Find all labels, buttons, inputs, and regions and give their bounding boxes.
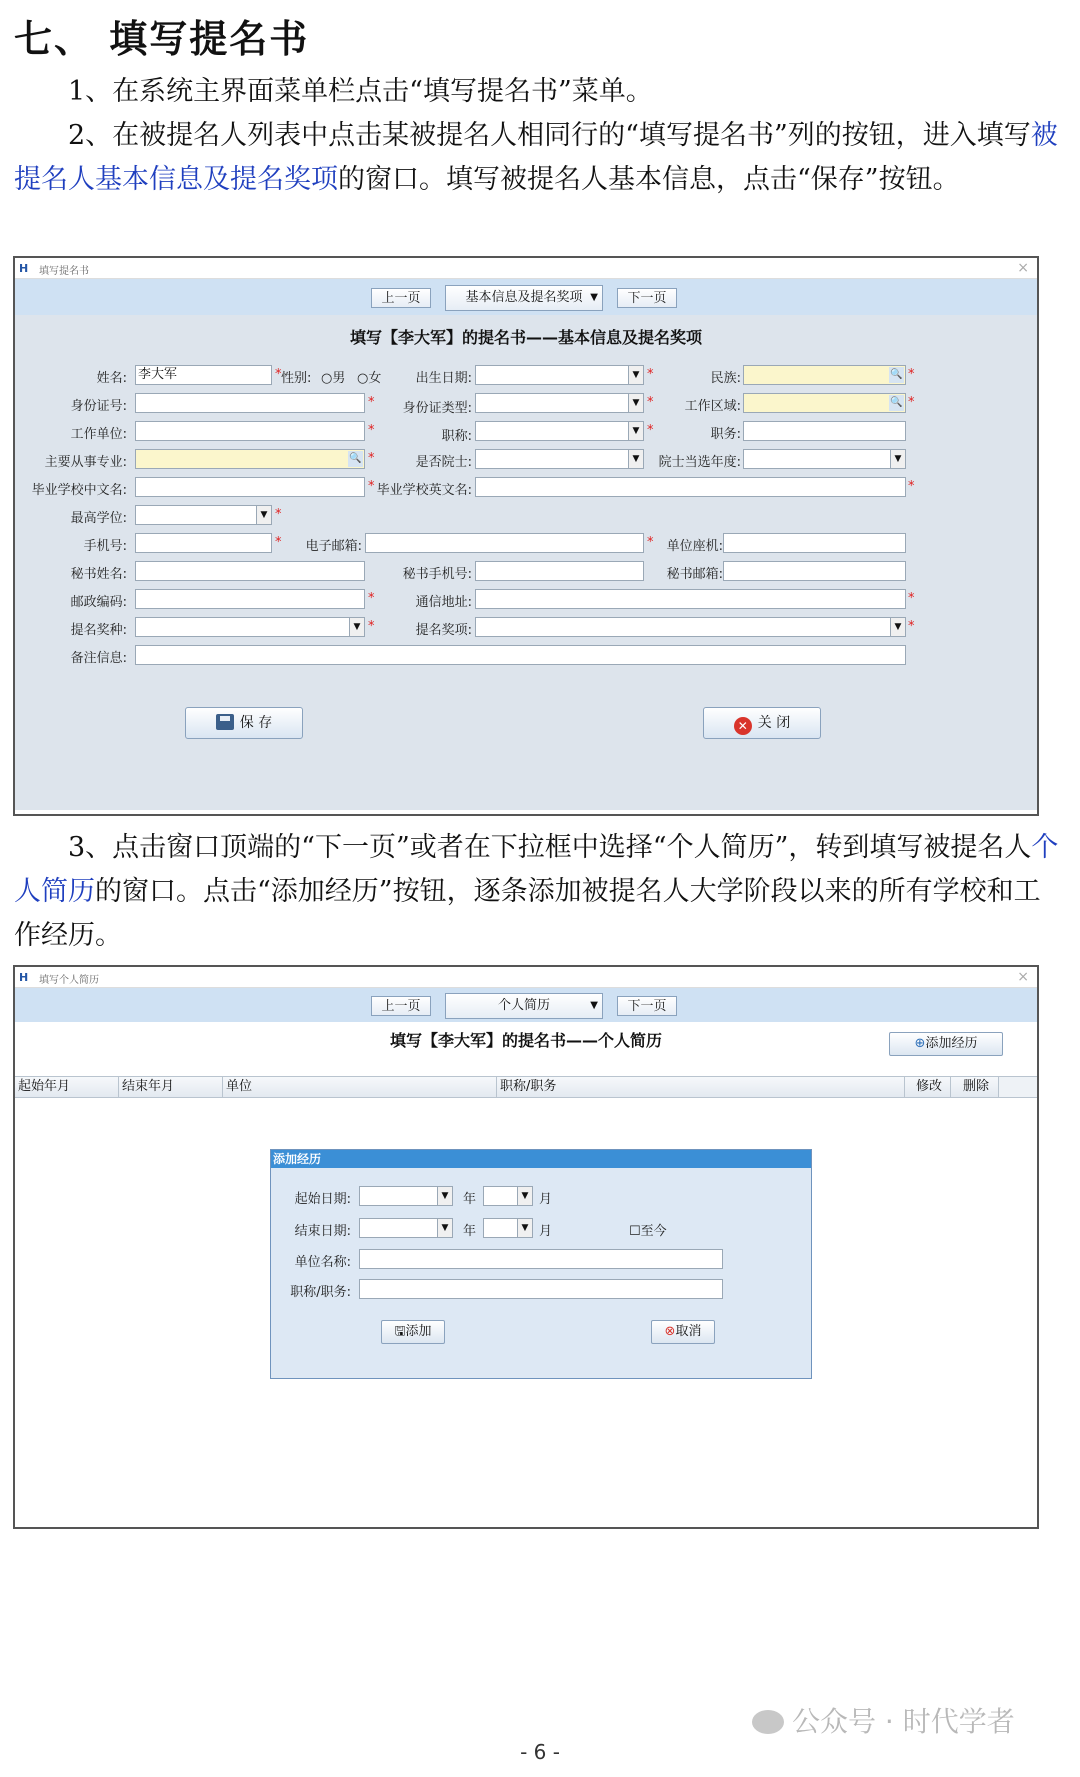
unit-name-input[interactable] — [359, 1249, 723, 1269]
title-select[interactable] — [475, 421, 644, 441]
chevron-down-icon: ▼ — [890, 618, 905, 636]
resume-window — [13, 965, 1039, 1529]
award-label: 提名奖项: — [415, 623, 472, 638]
column-header[interactable]: 起始年月 — [15, 1077, 119, 1097]
start-date-label: 起始日期: — [294, 1192, 351, 1207]
chevron-down-icon: ▼ — [890, 450, 905, 468]
gender-male-radio[interactable]: ○男 — [321, 371, 346, 386]
sec-name-label: 秘书姓名: — [70, 567, 127, 582]
add-icon: ⊕ — [914, 1036, 926, 1051]
region-input[interactable] — [743, 393, 906, 413]
required-mark: * — [647, 367, 654, 382]
address-label: 通信地址: — [415, 595, 472, 610]
app-logo-icon: H — [19, 971, 29, 984]
required-mark: * — [908, 395, 915, 410]
next-page-button[interactable]: 下一页 — [617, 288, 677, 308]
female-label: 女 — [368, 371, 382, 386]
form-title: 填写【李大军】的提名书——个人简历 — [389, 1031, 662, 1050]
major-label: 主要从事专业: — [44, 455, 127, 470]
column-header[interactable]: 修改 — [905, 1077, 951, 1097]
para2-highlight: 被提名人基本信息及提名奖项 — [14, 120, 1058, 195]
required-mark: * — [368, 451, 375, 466]
required-mark: * — [368, 591, 375, 606]
page-nav — [15, 279, 1037, 315]
para2-text-a: 2、在被提名人列表中点击某被提名人相同行的“填写提名书”列的按钮，进入填写 — [68, 120, 1031, 151]
paragraph-1: 1、在系统主界面菜单栏点击“填写提名书”菜单。 — [68, 76, 653, 107]
close-button[interactable] — [703, 707, 821, 739]
ethnic-label: 民族: — [710, 371, 741, 386]
required-mark: * — [275, 367, 282, 382]
chevron-down-icon: ▼ — [628, 366, 643, 384]
ethnic-input[interactable] — [743, 365, 906, 385]
save-icon — [216, 714, 234, 730]
close-icon: ✕ — [734, 717, 752, 735]
region-label: 工作区域: — [684, 399, 741, 414]
chevron-down-icon: ▼ — [256, 506, 271, 524]
nomination-window — [13, 256, 1039, 816]
email-input[interactable] — [365, 533, 644, 553]
gender-female-radio[interactable]: ○女 — [357, 371, 382, 386]
phone-input[interactable] — [723, 533, 906, 553]
para3-highlight: 个人简历 — [14, 832, 1059, 907]
note-label: 备注信息: — [70, 651, 127, 666]
degree-label: 最高学位: — [70, 511, 127, 526]
till-now-label: 至今 — [640, 1224, 667, 1239]
required-mark: * — [368, 479, 375, 494]
window-titlebar — [15, 258, 1037, 279]
degree-select[interactable] — [135, 505, 272, 525]
idtype-label: 身份证类型: — [402, 401, 472, 416]
chevron-down-icon: ▼ — [628, 394, 643, 412]
sec-email-label: 秘书邮箱: — [666, 567, 723, 582]
watermark-text: 公众号 · 时代学者 — [792, 1705, 1015, 1738]
title-label: 职称: — [441, 429, 472, 444]
zip-label: 邮政编码: — [70, 595, 127, 610]
end-date-label: 结束日期: — [294, 1224, 351, 1239]
title-area — [15, 1022, 1037, 1076]
chevron-down-icon: ▼ — [628, 422, 643, 440]
sec-email-input[interactable] — [723, 561, 906, 581]
mobile-label: 手机号: — [83, 539, 127, 554]
form-body — [15, 315, 1037, 810]
end-month-select[interactable] — [483, 1218, 533, 1238]
zip-input[interactable] — [135, 589, 365, 609]
para2-text-c: 的窗口。填写被提名人基本信息，点击“保存”按钮。 — [338, 164, 960, 195]
form-title: 填写【李大军】的提名书——基本信息及提名奖项 — [349, 328, 702, 347]
page-select-value: 个人简历 — [497, 998, 550, 1013]
duty-label: 职称/职务: — [290, 1285, 351, 1300]
page-select[interactable] — [445, 285, 603, 311]
add-experience-label: 添加经历 — [925, 1036, 978, 1051]
close-label: 关 闭 — [757, 715, 791, 731]
address-input[interactable] — [475, 589, 906, 609]
till-now-checkbox[interactable]: ☐至今 — [629, 1224, 667, 1239]
year-label: 年 — [463, 1224, 477, 1239]
name-input[interactable]: 李大军 — [135, 365, 272, 385]
major-input[interactable] — [135, 449, 365, 469]
dialog-title: 添加经历 — [271, 1150, 811, 1168]
add-button[interactable] — [381, 1320, 445, 1344]
award-type-select[interactable] — [135, 617, 365, 637]
idtype-select[interactable] — [475, 393, 644, 413]
award-select[interactable] — [475, 617, 906, 637]
column-header[interactable]: 删除 — [951, 1077, 999, 1097]
chevron-down-icon: ▼ — [517, 1187, 532, 1205]
unit-input[interactable] — [135, 421, 365, 441]
chevron-down-icon: ▼ — [349, 618, 364, 636]
section-heading: 七、 填写提名书 — [14, 17, 310, 61]
start-year-select[interactable] — [359, 1186, 453, 1206]
search-icon[interactable]: 🔍 — [889, 395, 904, 411]
mobile-input[interactable] — [135, 533, 272, 553]
para3-text-c: 的窗口。点击“添加经历”按钮，逐条添加被提名人大学阶段以来的所有学校和工作经历。 — [14, 876, 1041, 951]
required-mark: * — [908, 591, 915, 606]
note-input[interactable] — [135, 645, 906, 665]
cancel-button[interactable] — [651, 1320, 715, 1344]
wechat-icon — [752, 1710, 784, 1734]
required-mark: * — [647, 423, 654, 438]
close-icon[interactable]: × — [1017, 260, 1029, 276]
end-year-select[interactable] — [359, 1218, 453, 1238]
required-mark: * — [647, 395, 654, 410]
required-mark: * — [368, 395, 375, 410]
chevron-down-icon: ▼ — [590, 292, 598, 303]
add-experience-button[interactable] — [889, 1032, 1003, 1056]
chevron-down-icon: ▼ — [628, 450, 643, 468]
unit-name-label: 单位名称: — [294, 1255, 351, 1270]
window-titlebar — [15, 967, 1037, 988]
search-icon[interactable]: 🔍 — [348, 451, 363, 467]
close-icon[interactable]: × — [1017, 969, 1029, 985]
gender-label: 性别: — [281, 371, 312, 386]
school-en-label: 毕业学校英文名: — [376, 483, 472, 498]
acad-year-label: 院士当选年度: — [658, 455, 741, 470]
start-month-select[interactable] — [483, 1186, 533, 1206]
prev-page-button[interactable]: 上一页 — [371, 996, 431, 1016]
add-label: 添加 — [405, 1324, 432, 1339]
column-header[interactable]: 单位 — [223, 1077, 497, 1097]
year-label: 年 — [463, 1192, 477, 1207]
school-cn-label: 毕业学校中文名: — [31, 483, 127, 498]
sec-name-input[interactable] — [135, 561, 365, 581]
add-experience-dialog — [270, 1149, 812, 1379]
search-icon[interactable]: 🔍 — [889, 367, 904, 383]
unit-label: 工作单位: — [70, 427, 127, 442]
id-input[interactable] — [135, 393, 365, 413]
paragraph-2 — [14, 114, 1066, 202]
school-en-input[interactable] — [475, 477, 906, 497]
duty-input[interactable] — [743, 421, 906, 441]
page-select[interactable] — [445, 993, 603, 1019]
window-title: 填写提名书 — [39, 266, 89, 277]
para3-text-a: 3、点击窗口顶端的“下一页”或者在下拉框中选择“个人简历”，转到填写被提名人 — [68, 832, 1032, 863]
column-header[interactable]: 结束年月 — [119, 1077, 223, 1097]
month-label: 月 — [539, 1224, 553, 1239]
page-nav — [15, 988, 1037, 1022]
sec-mobile-label: 秘书手机号: — [402, 567, 472, 582]
duty-input[interactable] — [359, 1279, 723, 1299]
required-mark: * — [368, 423, 375, 438]
paragraph-3 — [14, 826, 1066, 958]
watermark — [752, 1700, 1015, 1740]
birth-label: 出生日期: — [415, 371, 472, 386]
cancel-icon: ⊗ — [664, 1324, 676, 1339]
academician-select[interactable] — [475, 449, 644, 469]
academician-label: 是否院士: — [415, 455, 472, 470]
required-mark: * — [275, 507, 282, 522]
phone-label: 单位座机: — [666, 539, 723, 554]
app-logo-icon: H — [19, 262, 29, 275]
required-mark: * — [275, 535, 282, 550]
save-icon: 🖫 — [394, 1324, 406, 1339]
required-mark: * — [908, 479, 915, 494]
save-button[interactable] — [185, 707, 303, 739]
required-mark: * — [368, 619, 375, 634]
birth-date-select[interactable] — [475, 365, 644, 385]
page-number: - 6 - — [520, 1740, 560, 1764]
duty-label: 职务: — [710, 427, 741, 442]
acad-year-select[interactable] — [743, 449, 906, 469]
page-select-value: 基本信息及提名奖项 — [465, 290, 583, 305]
chevron-down-icon: ▼ — [590, 1000, 598, 1011]
table-header — [15, 1076, 1037, 1098]
chevron-down-icon: ▼ — [437, 1187, 452, 1205]
next-page-button[interactable]: 下一页 — [617, 996, 677, 1016]
award-type-label: 提名奖种: — [70, 623, 127, 638]
school-cn-input[interactable] — [135, 477, 365, 497]
prev-page-button[interactable]: 上一页 — [371, 288, 431, 308]
column-header[interactable]: 职称/职务 — [497, 1077, 905, 1097]
required-mark: * — [647, 535, 654, 550]
required-mark: * — [908, 367, 915, 382]
chevron-down-icon: ▼ — [517, 1219, 532, 1237]
male-label: 男 — [332, 371, 346, 386]
save-label: 保 存 — [239, 715, 273, 731]
required-mark: * — [908, 619, 915, 634]
month-label: 月 — [539, 1192, 553, 1207]
email-label: 电子邮箱: — [305, 539, 362, 554]
chevron-down-icon: ▼ — [437, 1219, 452, 1237]
sec-mobile-input[interactable] — [475, 561, 644, 581]
name-label: 姓名: — [96, 371, 127, 386]
id-label: 身份证号: — [70, 399, 127, 414]
cancel-label: 取消 — [675, 1324, 702, 1339]
window-title: 填写个人简历 — [39, 975, 99, 986]
